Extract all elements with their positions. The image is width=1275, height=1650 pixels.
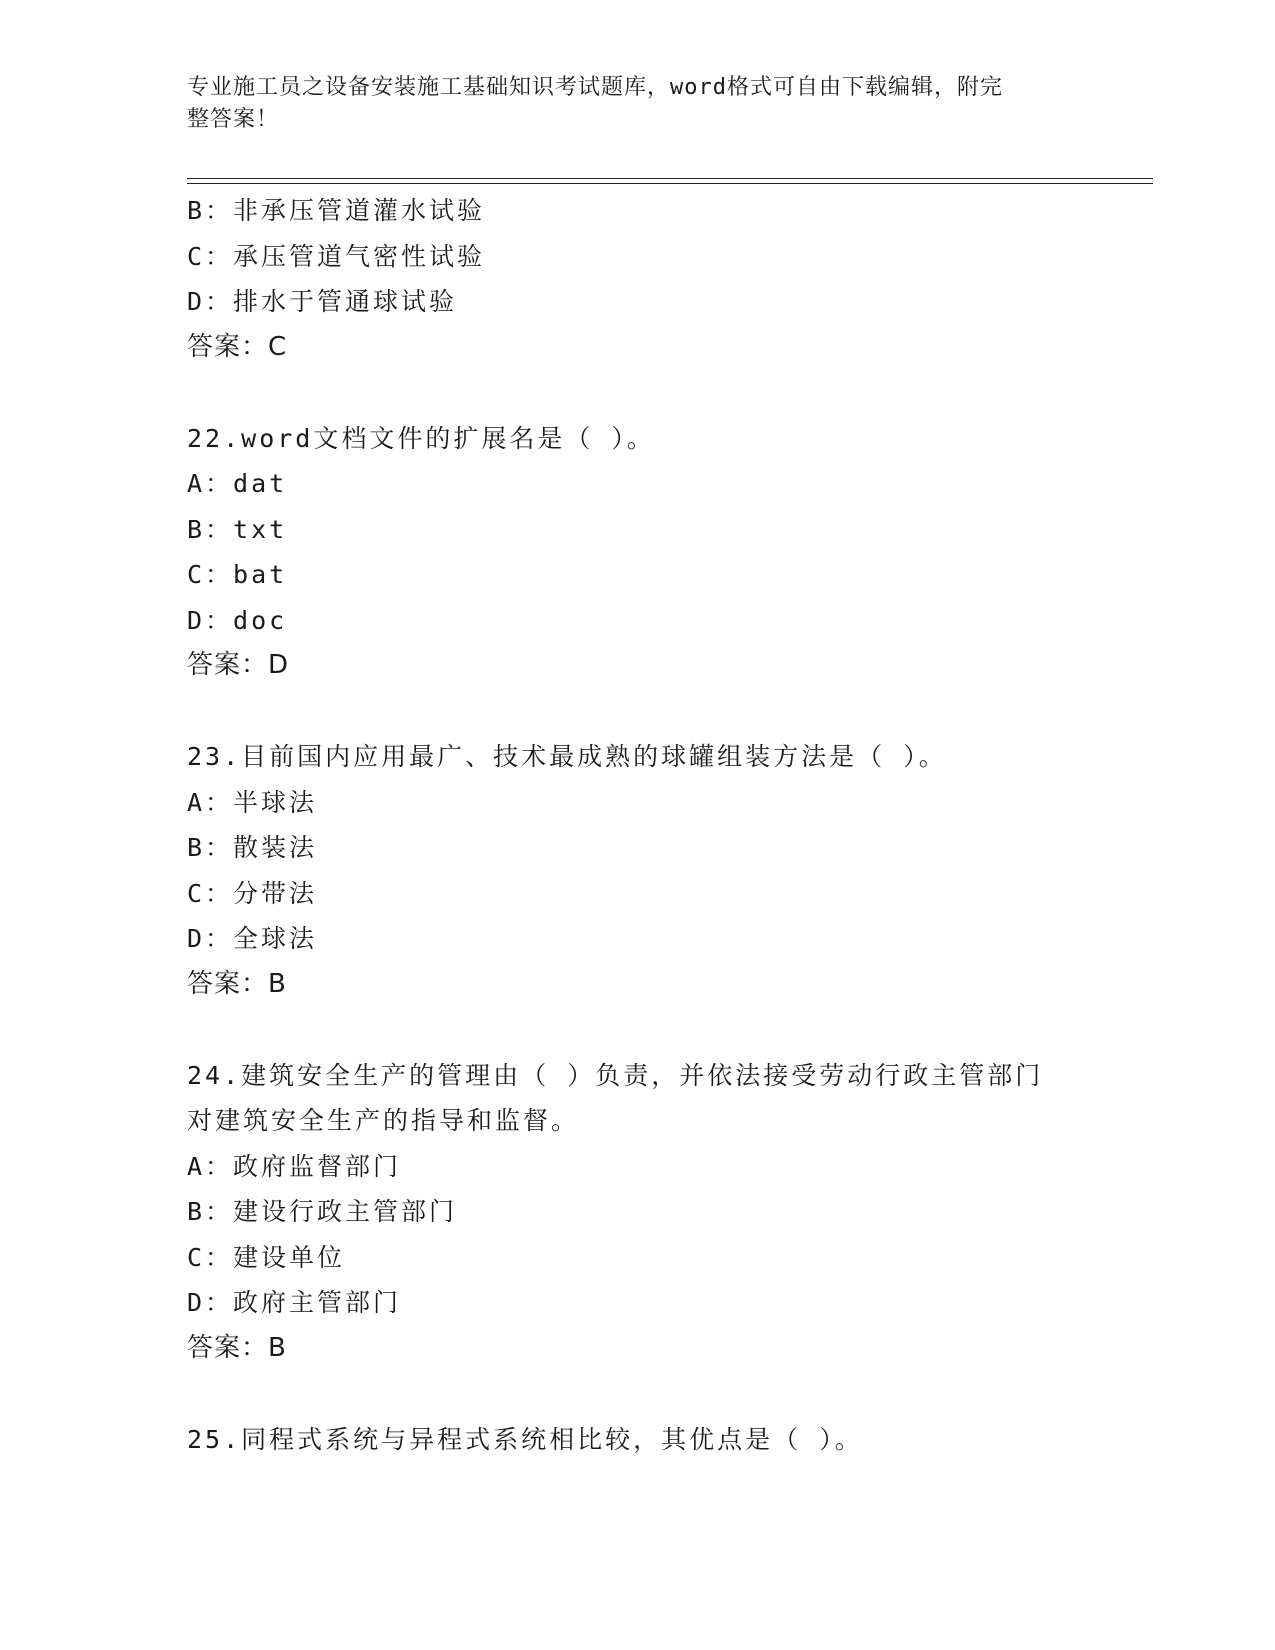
option-b: B：非承压管道灌水试验 — [187, 196, 486, 225]
document-header — [187, 72, 1067, 136]
option-a: A：半球法 — [187, 787, 318, 817]
option-b: B：散装法 — [187, 833, 318, 862]
option-a: A：政府监督部门 — [187, 1151, 402, 1181]
question-21-continued — [187, 188, 1087, 370]
question-23 — [187, 734, 1087, 1007]
question-text: 22.word文档文件的扩展名是（ ）。 — [187, 423, 655, 453]
option-a: A：dat — [187, 469, 288, 498]
header-rule-bottom — [187, 183, 1153, 184]
header-line-2: 整答案！ — [187, 107, 280, 132]
header-line-1: 专业施工员之设备安装施工基础知识考试题库，word格式可自由下载编辑，附完 — [187, 75, 1003, 100]
option-c: C：建设单位 — [187, 1242, 346, 1272]
option-d: D：doc — [187, 605, 288, 635]
spacer — [187, 689, 1087, 735]
answer: 答案：B — [187, 1332, 287, 1363]
question-22 — [187, 416, 1087, 689]
question-text: 25.同程式系统与异程式系统相比较，其优点是（ ）。 — [187, 1424, 863, 1454]
question-text-line-1: 24.建筑安全生产的管理由（ ）负责，并依法接受劳动行政主管部门 — [187, 1060, 1044, 1090]
question-25 — [187, 1417, 1087, 1463]
question-text-line-2: 对建筑安全生产的指导和监督。 — [187, 1106, 580, 1135]
option-d: D：全球法 — [187, 924, 318, 953]
option-d: D：政府主管部门 — [187, 1288, 402, 1317]
answer: 答案：D — [187, 650, 290, 680]
question-text: 23.目前国内应用最广、技术最成熟的球罐组装方法是（ ）。 — [187, 742, 947, 771]
option-d: D：排水于管通球试验 — [187, 287, 458, 316]
header-rule-top — [187, 178, 1153, 179]
spacer — [187, 1371, 1087, 1417]
question-24 — [187, 1053, 1087, 1372]
answer: 答案：B — [187, 968, 287, 999]
option-c: C：承压管道气密性试验 — [187, 241, 486, 271]
answer: 答案：C — [187, 331, 288, 362]
option-c: C：分带法 — [187, 878, 318, 908]
option-b: B：建设行政主管部门 — [187, 1197, 458, 1226]
option-b: B：txt — [187, 514, 288, 544]
document-body — [187, 188, 1087, 1462]
spacer — [187, 370, 1087, 416]
option-c: C：bat — [187, 560, 288, 589]
spacer — [187, 1007, 1087, 1053]
